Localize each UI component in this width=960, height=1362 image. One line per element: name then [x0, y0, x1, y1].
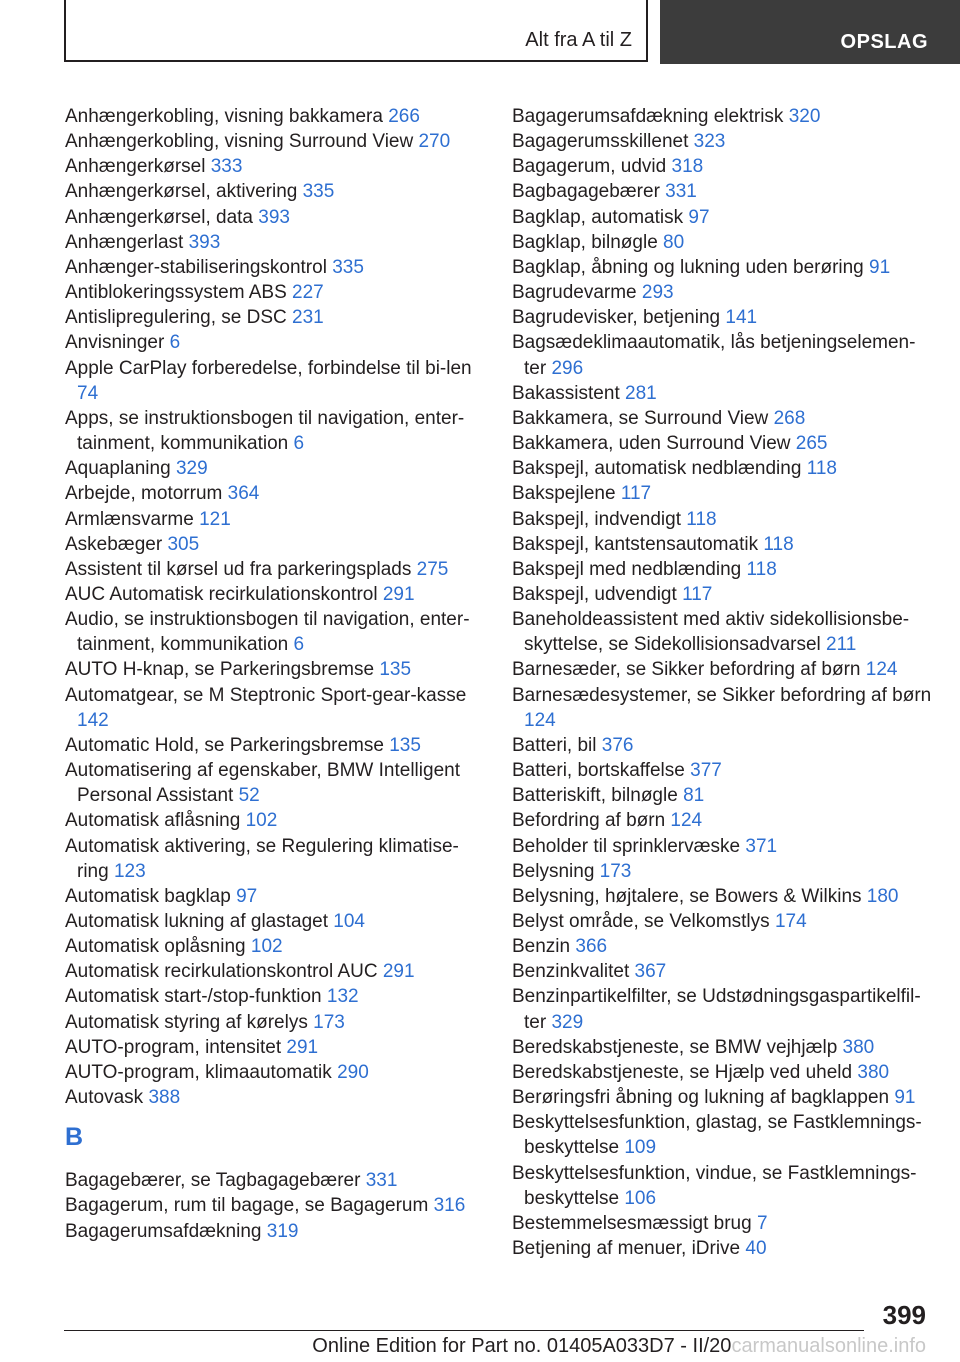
index-entry [512, 280, 932, 305]
index-entry [65, 129, 483, 154]
index-entry [65, 934, 483, 959]
entry-text: Bagbagagebærer [512, 181, 660, 203]
entry-text: Beredskabstjeneste, se Hjælp ved uheld [512, 1061, 853, 1083]
index-entry [65, 330, 483, 355]
index-entry [512, 808, 932, 833]
entry-page-link[interactable]: 121 [199, 508, 231, 530]
entry-page-link[interactable]: 118 [806, 458, 837, 480]
entry-text: Automatisering af egenskaber, BMW Intelligent Personal Assistant [65, 760, 460, 807]
entry-page-link[interactable]: 319 [266, 1220, 299, 1242]
index-entry [512, 959, 932, 984]
entry-text: Bakassistent [512, 382, 620, 404]
entry-text: Bagrudevarme [512, 282, 637, 304]
entry-text: Benzin [512, 936, 571, 958]
index-entry [512, 456, 932, 481]
entry-page-link[interactable]: 331 [665, 181, 697, 203]
index-entry [512, 205, 932, 230]
entry-page-link[interactable]: 364 [227, 483, 260, 505]
entry-text: Antiblokeringssystem ABS [65, 282, 287, 304]
index-entry [65, 1168, 483, 1193]
index-entry [65, 230, 483, 255]
index-entry [512, 859, 932, 884]
footer-rule [64, 1330, 864, 1331]
entry-text: Bestemmelsesmæssigt brug [512, 1212, 752, 1234]
index-entry [512, 834, 932, 859]
entry-text: Automatisk oplåsning [65, 936, 246, 958]
entry-text: Beredskabstjeneste, se BMW vejhjælp [512, 1036, 838, 1058]
entry-page-link[interactable]: 6 [293, 433, 305, 455]
entry-page-link[interactable]: 331 [365, 1170, 398, 1192]
entry-page-link[interactable]: 102 [245, 810, 278, 832]
entry-page-link[interactable]: 180 [866, 885, 899, 907]
entry-text: Bakspejl med nedblænding [512, 558, 742, 580]
index-entry [512, 909, 932, 934]
entry-page-link[interactable]: 74 [77, 382, 99, 404]
entry-page-link[interactable]: 124 [524, 709, 556, 731]
entry-text: AUTO-program, klimaautomatik [65, 1061, 332, 1083]
entry-page-link[interactable]: 291 [286, 1036, 319, 1058]
index-entry [512, 733, 932, 758]
entry-text: Berøringsfri åbning og lukning af bagklappen [512, 1087, 890, 1109]
entry-page-link[interactable]: 52 [238, 785, 260, 807]
entry-text: Belyst område, se Velkomstlys [512, 911, 770, 932]
entry-page-link[interactable]: 97 [236, 885, 258, 907]
entry-page-link[interactable]: 305 [167, 533, 200, 555]
index-entry [65, 1219, 483, 1244]
index-entry [512, 1085, 932, 1110]
index-entry [65, 104, 483, 129]
index-entry [512, 330, 932, 380]
entry-page-link[interactable]: 335 [332, 256, 364, 278]
index-entry [65, 984, 483, 1009]
entry-page-link[interactable]: 81 [683, 785, 705, 807]
entry-page-link[interactable]: 118 [746, 558, 777, 580]
tab-label: OPSLAG [840, 31, 928, 53]
index-entry [65, 834, 483, 884]
entry-page-link[interactable]: 291 [382, 583, 415, 605]
index-entry [65, 657, 483, 682]
index-entry [65, 255, 483, 280]
index-entry [512, 1035, 932, 1060]
entry-text: Automatic Hold, se Parkeringsbremse [65, 734, 384, 756]
entry-page-link[interactable]: 270 [418, 131, 451, 153]
entry-text: Beholder til sprinklervæske [512, 835, 741, 857]
index-entry [512, 1161, 932, 1211]
entry-text: Bagklap, automatisk [512, 206, 684, 228]
entry-page-link[interactable]: 132 [326, 986, 359, 1008]
entry-page-link[interactable]: 293 [641, 282, 674, 304]
entry-page-link[interactable]: 102 [250, 936, 283, 958]
index-entry [65, 305, 483, 330]
entry-text: Bakkamera, se Surround View [512, 407, 769, 429]
index-entry [512, 381, 932, 406]
index-entry [512, 129, 932, 154]
entry-page-link[interactable]: 174 [774, 911, 807, 932]
entry-page-link[interactable]: 117 [620, 483, 652, 505]
entry-page-link[interactable]: 377 [690, 760, 722, 782]
entry-text: Arbejde, motorrum [65, 483, 223, 505]
entry-page-link[interactable]: 124 [670, 810, 703, 832]
letter-heading: B [65, 1123, 84, 1152]
index-entry [512, 1110, 932, 1160]
footer [312, 1335, 926, 1358]
entry-page-link[interactable]: 281 [625, 382, 657, 404]
entry-text: Bakkamera, uden Surround View [512, 433, 791, 455]
entry-page-link[interactable]: 211 [826, 634, 857, 656]
entry-text: Bagagerumsskillenet [512, 131, 689, 153]
entry-text: Automatisk aflåsning [65, 810, 241, 832]
entry-text: Automatisk lukning af glastaget [65, 911, 328, 932]
index-entry [512, 758, 932, 783]
entry-page-link[interactable]: 329 [551, 1011, 584, 1033]
entry-text: Bagagerumsafdækning [65, 1220, 262, 1242]
entry-text: Anhængerkobling, visning bakkamera [65, 106, 383, 127]
entry-text: Audio, se instruktionsbogen til navigation, enter-tainment, kommunikation [65, 609, 470, 656]
entry-page-link[interactable]: 335 [302, 181, 335, 203]
entry-page-link[interactable]: 40 [745, 1238, 767, 1260]
index-entry [65, 481, 483, 506]
footer-watermark: carmanualsonline.info [731, 1335, 926, 1357]
entry-page-link[interactable]: 290 [337, 1061, 369, 1083]
entry-text: Aquaplaning [65, 458, 171, 480]
entry-text: Bagagerum, udvid [512, 156, 667, 178]
index-entry [512, 255, 932, 280]
index-entry [65, 1035, 483, 1060]
entry-page-link[interactable]: 106 [624, 1187, 657, 1209]
entry-text: Autovask [65, 1087, 144, 1109]
entry-page-link[interactable]: 266 [388, 106, 420, 127]
page-header [0, 0, 960, 66]
index-column-left [65, 104, 483, 1244]
index-entry [512, 1236, 932, 1261]
index-entry [65, 532, 483, 557]
entry-page-link[interactable]: 380 [842, 1036, 875, 1058]
entry-text: Assistent til kørsel ud fra parkeringsplads [65, 558, 412, 580]
index-entry [65, 1010, 483, 1035]
entry-text: AUTO-program, intensitet [65, 1036, 282, 1058]
entry-text: AUTO H-knap, se Parkeringsbremse [65, 659, 375, 681]
entry-page-link[interactable]: 6 [169, 332, 181, 354]
entry-page-link[interactable]: 80 [663, 231, 685, 253]
index-entry [65, 280, 483, 305]
entry-text: Bagagebærer, se Tagbagagebærer [65, 1170, 361, 1192]
index-entry [512, 431, 932, 456]
entry-page-link[interactable]: 367 [634, 961, 667, 983]
page-number: 399 [882, 1300, 926, 1330]
index-entry [512, 934, 932, 959]
index-entry [512, 154, 932, 179]
index-entry [65, 179, 483, 204]
index-entry [65, 507, 483, 532]
entry-page-link[interactable]: 275 [416, 558, 449, 580]
entry-text: Bagklap, åbning og lukning uden berøring [512, 256, 864, 278]
entry-text: Beskyttelsesfunktion, vindue, se Fastklemnings-beskyttelse [512, 1162, 917, 1209]
entry-text: Apps, se instruktionsbogen til navigation, enter-tainment, kommunikation [65, 407, 465, 455]
entry-text: Befordring af børn [512, 810, 666, 832]
entry-page-link[interactable]: 227 [292, 282, 324, 304]
index-entry [65, 1085, 483, 1110]
entry-text: Anhænger-stabiliseringskontrol [65, 256, 327, 278]
index-entry [65, 1060, 483, 1085]
entry-text: Bagklap, bilnøgle [512, 231, 658, 253]
entry-text: Anhængerlast [65, 231, 184, 253]
entry-text: Beskyttelsesfunktion, glastag, se Fastklemnings-beskyttelse [512, 1112, 922, 1159]
entry-page-link[interactable]: 371 [745, 835, 778, 857]
index-entry [512, 557, 932, 582]
index-entry [65, 884, 483, 909]
section-title: Alt fra A til Z [525, 29, 632, 51]
entry-text: Benzinkvalitet [512, 961, 630, 983]
entry-text: Benzinpartikelfilter, se Udstødningsgaspartikelfil-ter [512, 986, 921, 1033]
entry-text: Belysning, højtalere, se Bowers & Wilkins [512, 885, 862, 907]
entry-page-link[interactable]: 141 [725, 307, 758, 329]
index-entry [512, 683, 932, 733]
entry-text: AUC Automatisk recirkulationskontrol [65, 583, 378, 605]
entry-page-link[interactable]: 296 [551, 357, 584, 379]
entry-page-link[interactable]: 366 [575, 936, 608, 958]
index-entry [65, 205, 483, 230]
entry-text: Bakspejl, udvendigt [512, 583, 677, 605]
index-entry [65, 758, 483, 808]
entry-page-link[interactable]: 97 [688, 206, 710, 228]
index-entry [65, 683, 483, 733]
index-entry [512, 230, 932, 255]
entry-page-link[interactable]: 265 [795, 433, 828, 455]
entry-text: Baneholdeassistent med aktiv sidekollisionsbe-skyttelse, se Sidekollisionsadvarsel [512, 609, 910, 656]
entry-text: Apple CarPlay forberedelse, forbindelse til bi-len [65, 357, 472, 379]
index-entry [512, 607, 932, 657]
entry-page-link[interactable]: 376 [601, 734, 634, 756]
index-entry [512, 582, 932, 607]
entry-page-link[interactable]: 329 [175, 458, 208, 480]
entry-text: Antislipregulering, se DSC [65, 307, 287, 329]
index-entry [512, 884, 932, 909]
entry-page-link[interactable]: 118 [763, 533, 794, 555]
entry-page-link[interactable]: 380 [857, 1061, 890, 1083]
entry-page-link[interactable]: 104 [333, 911, 365, 932]
entry-text: Automatisk aktivering, se Regulering klimatise-ring [65, 835, 459, 882]
index-entry [65, 607, 483, 657]
entry-page-link[interactable]: 173 [599, 860, 632, 882]
entry-text: Bagrudevisker, betjening [512, 307, 721, 329]
entry-text: Automatisk start-/stop-funktion [65, 986, 322, 1008]
footer-edition: Online Edition for Part no. 01405A033D7 - II/20 [312, 1335, 732, 1357]
index-entry [65, 808, 483, 833]
index-entry [512, 783, 932, 808]
entry-text: Bakspejlene [512, 483, 616, 505]
entry-page-link[interactable]: 109 [624, 1137, 657, 1159]
entry-text: Bagagerumsafdækning elektrisk [512, 106, 784, 127]
entry-text: Anhængerkobling, visning Surround View [65, 131, 414, 153]
entry-page-link[interactable]: 6 [293, 634, 305, 656]
entry-text: Barnesæder, se Sikker befordring af børn [512, 659, 861, 681]
header-tab [660, 0, 960, 64]
entry-text: Anvisninger [65, 332, 165, 354]
entry-text: Automatgear, se M Steptronic Sport-gear-kasse [65, 684, 467, 706]
index-entry [512, 507, 932, 532]
entry-page-link[interactable]: 320 [788, 106, 821, 127]
index-entry [65, 406, 483, 456]
entry-text: Anhængerkørsel, data [65, 206, 253, 228]
entry-page-link[interactable]: 91 [894, 1087, 916, 1109]
index-entry [65, 909, 483, 934]
entry-text: Belysning [512, 860, 595, 882]
entry-page-link[interactable]: 173 [313, 1011, 345, 1033]
entry-page-link[interactable]: 123 [113, 860, 146, 882]
entry-text: Automatisk styring af kørelys [65, 1011, 308, 1033]
entry-page-link[interactable]: 135 [389, 734, 421, 756]
entry-page-link[interactable]: 291 [382, 961, 415, 983]
entry-page-link[interactable]: 124 [865, 659, 898, 681]
entry-page-link[interactable]: 323 [693, 131, 726, 153]
entry-text: Batteriskift, bilnøgle [512, 785, 678, 807]
entry-page-link[interactable]: 388 [148, 1087, 181, 1109]
index-entry [65, 1193, 483, 1218]
entry-text: Bagsædeklimaautomatik, lås betjeningselemen-ter [512, 332, 916, 379]
entry-page-link[interactable]: 7 [756, 1212, 768, 1234]
index-entry [512, 657, 932, 682]
index-entry [65, 356, 483, 406]
index-entry [65, 959, 483, 984]
header-section-box [64, 0, 648, 62]
entry-text: Automatisk recirkulationskontrol AUC [65, 961, 378, 983]
entry-text: Bakspejl, kantstensautomatik [512, 533, 759, 555]
entry-text: Batteri, bortskaffelse [512, 760, 685, 782]
index-entry [65, 557, 483, 582]
entry-page-link[interactable]: 268 [773, 407, 806, 429]
entry-text: Bagagerum, rum til bagage, se Bagagerum [65, 1195, 429, 1217]
entry-page-link[interactable]: 118 [686, 508, 717, 530]
index-entry [65, 456, 483, 481]
entry-text: Anhængerkørsel [65, 156, 206, 178]
entry-text: Anhængerkørsel, aktivering [65, 181, 298, 203]
entry-page-link[interactable]: 117 [682, 583, 713, 605]
entry-page-link[interactable]: 231 [292, 307, 324, 329]
index-entry [512, 1211, 932, 1236]
entry-text: Automatisk bagklap [65, 885, 231, 907]
entry-text: Armlænsvarme [65, 508, 194, 530]
entry-text: Bakspejl, indvendigt [512, 508, 681, 530]
index-entry [512, 305, 932, 330]
index-entry [512, 532, 932, 557]
entry-page-link[interactable]: 393 [258, 206, 290, 228]
index-column-right [512, 104, 932, 1261]
entry-page-link[interactable]: 318 [671, 156, 704, 178]
entry-text: Bakspejl, automatisk nedblænding [512, 458, 802, 480]
entry-page-link[interactable]: 142 [77, 709, 109, 731]
index-entry [512, 179, 932, 204]
entry-text: Askebæger [65, 533, 163, 555]
index-entry [512, 406, 932, 431]
entry-text: Batteri, bil [512, 734, 597, 756]
index-entry [65, 582, 483, 607]
entry-text: Betjening af menuer, iDrive [512, 1238, 741, 1260]
entry-page-link[interactable]: 135 [379, 659, 412, 681]
index-entry [512, 104, 932, 129]
entry-page-link[interactable]: 333 [210, 156, 243, 178]
entry-text: Barnesædesystemer, se Sikker befordring af børn [512, 684, 932, 706]
entry-page-link[interactable]: 316 [433, 1195, 466, 1217]
entry-page-link[interactable]: 91 [869, 256, 891, 278]
index-entry [512, 984, 932, 1034]
index-entry [512, 1060, 932, 1085]
index-entry [65, 733, 483, 758]
entry-page-link[interactable]: 393 [188, 231, 221, 253]
index-entry [512, 481, 932, 506]
index-entry [65, 154, 483, 179]
